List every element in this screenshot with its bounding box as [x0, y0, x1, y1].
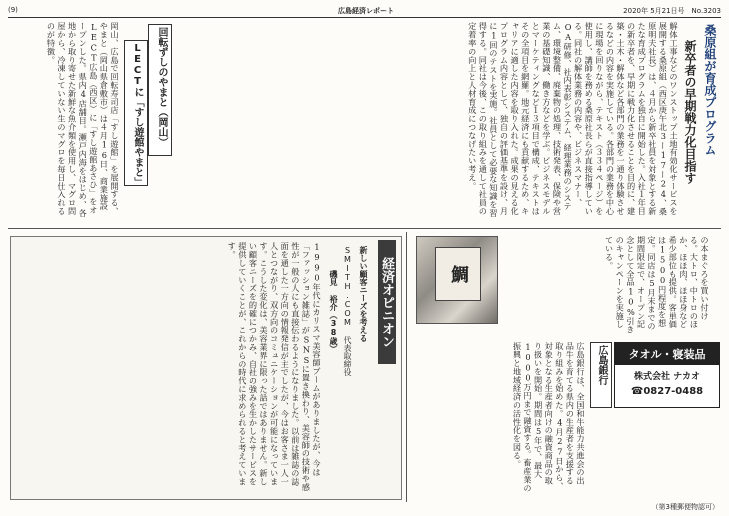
- ad-title: タオル・寝装品: [615, 343, 719, 365]
- opinion-company: SMITH.COM 代表取締役: [343, 246, 352, 376]
- article-top-headline-2: 新卒者の早期戦力化目指す: [683, 40, 697, 184]
- article-left-headline-2: LECTに「すし遊館やまと」: [124, 40, 148, 186]
- footer-note: （第3種郵便物認可）: [651, 503, 719, 511]
- header-rule: [8, 17, 721, 18]
- photo-sign: 鯛: [435, 247, 481, 301]
- article-bottom-right-headline: 広島銀行: [590, 342, 612, 408]
- ad-phone: ☎0827-0488: [630, 386, 704, 397]
- ad-company: 株式会社 ナカオ: [634, 372, 700, 382]
- article-top-headline-1: 桑原組が育成プログラム: [703, 24, 717, 156]
- section-divider: [8, 228, 721, 229]
- article-left-body: 岡山、広島で回転寿司店「すし遊館」を展開する、やまと（岡山県倉敷市）は４月16日、商業施設LECT広島（西区）に「すし遊館あさひ」をオープンした。県内4店舗目。瀬戸内海をはじめ、各地から取り寄せた新鮮な魚介類を使用し、マグロ問屋から、冷凍していない生のマグロを毎日仕入れるのが特徴。: [46, 22, 120, 217]
- opinion-body: 1990年代にカリスマ美容師ブームがありましたが、今は「ファッション雑誌」がSNSに置き換わり、美容師の技術や感性が一般の人にも直接伝わるようになりました。以前は雑誌の誌面を通した一方向の情報発信が主でしたが、今はお客さま一人一人とつながり、双方向のコミュニケーションが可能になっています。こうした変化は、美容業界に限った話ではありません。新しい顧客ニーズを的確につかみ、自社の強みを生かしたサービスを提供していくことが、これからの時代に求められると考えています。: [227, 242, 322, 491]
- opinion-subtitle: 新しい顧客ニーズを考える: [359, 246, 368, 342]
- shop-photo: [416, 236, 498, 324]
- issue-date: 2020年 5月21日号 No.3203: [623, 7, 721, 15]
- advertisement: [614, 342, 720, 408]
- article-left-headline-1: 回転ずしのやまと（岡山）: [148, 24, 172, 156]
- column-divider: [406, 232, 407, 502]
- opinion-author: 磯見 裕介（38歳）: [329, 270, 338, 353]
- publication-name: 広島経済レポート: [338, 7, 394, 15]
- article-mid-right-body: の本まぐろを買い付ける。大トロ、中トロのほか、ほほ肉、ほほ身など希少部位も提供。客単価は1500円程度を想定。同店は5月末までの期間限定で、オープン記念として全品10%引きのキャンペーンを実施している。: [604, 236, 710, 334]
- article-top-body: 解体工事などのワンストップ土地有効化サービスを展開する桑原組（西区庚午北3ー17ー24、桑原明夫社長）は、４月から新卒社員を対象とする新たな育成プログラムを独自に開始した。入社１年目の新卒者を、早期に戦力化させることを目的に、建築・土木・解体など各部門の業務を一通り体験させるなどの内容を実施している。各部門の業務を中心に現場を回りながら、テキスト（３３４ページ）を使用し、講師を務める桑原社長らが直接指導している。同社の解体業務の内容や、ビジネスマナー、OA研修、社内表彰システム、経理業務のシステム、環境整備、廃棄物の処理、技術発表、保険や営業の基礎知識、働き方などを学ぶ。ビジネスモデルとマーケティングなど１３項目で構成、テキストはその全項目を網羅。地元経済にも貢献するため、キャリアに適した内容を取り入れた。成果の見える化プログラム内容として、独自の評価基準を設け、月に1回のテストを実施。社員として必要な知識を習得する。同社は今後、この取り組みを通して社員の定着率の向上と人材育成につなげたい考え。: [467, 22, 679, 217]
- article-bottom-right-body: 広島銀行は、全国和牛能力共進会の出品牛を育てる県内の生産者を支援する取り組みを始めた。4月27日から、対象となる生産者向けの融資商品の取り扱いを開始。期間は5年で、最大1000万円まで融資する。畜産業の振興と地域経済の活性化を図る。: [512, 342, 586, 492]
- page-number: (9): [8, 6, 18, 14]
- opinion-title: 経済オピニオン: [378, 240, 396, 364]
